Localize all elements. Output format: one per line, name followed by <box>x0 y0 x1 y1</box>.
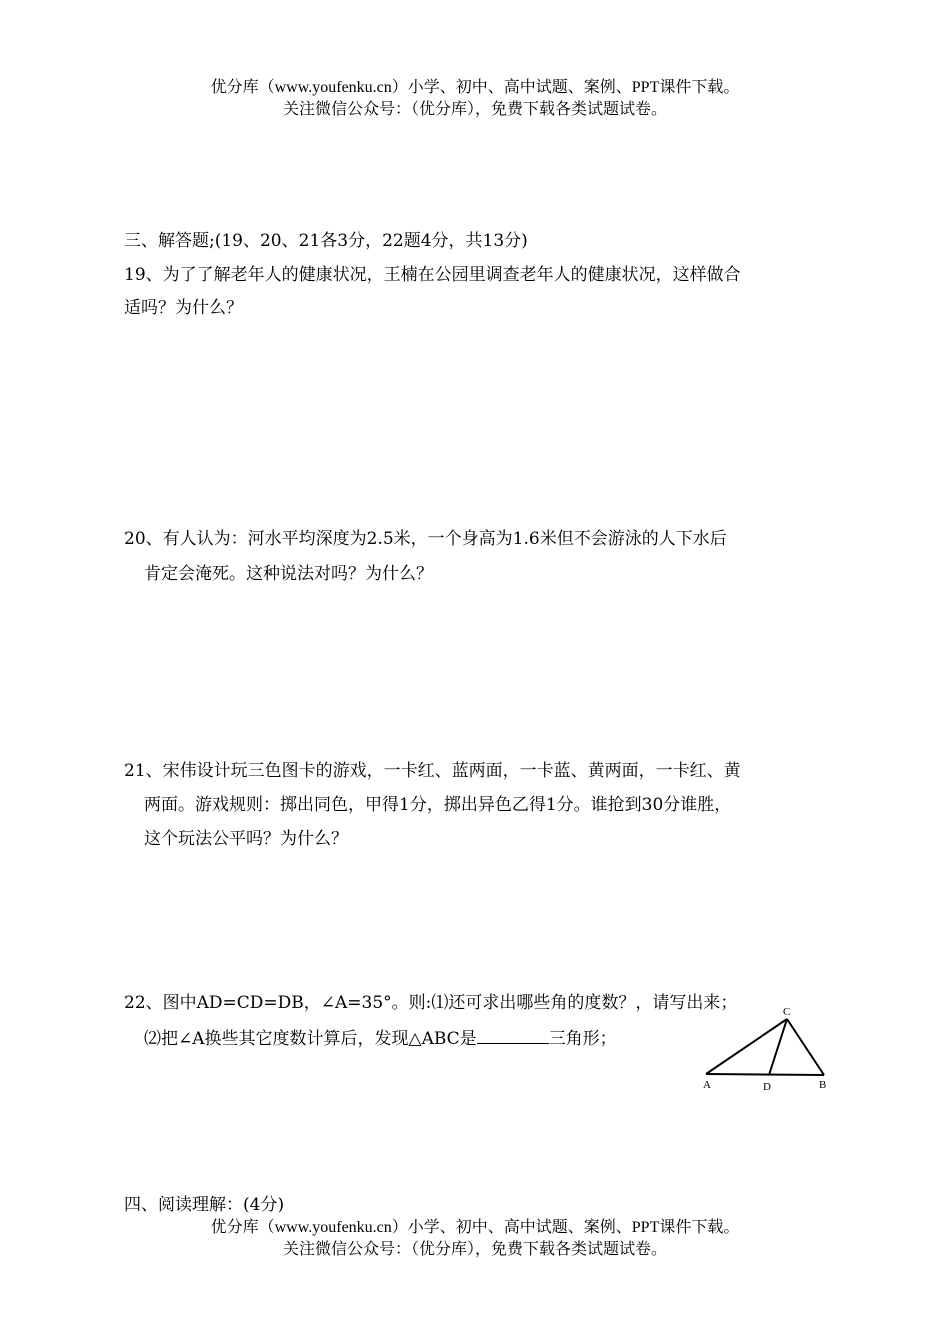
question-22-line-2-text: ⑵把∠A换些其它度数计算后，发现△ABC是 <box>144 1029 477 1049</box>
section-4-title: 四、阅读理解：(4分) <box>124 1195 285 1215</box>
header-line-1: 优分库（www.youfenku.cn）小学、初中、高中试题、案例、PPT课件下载。 <box>210 79 740 96</box>
label-b: B <box>819 1079 827 1091</box>
question-19-line-1: 19、为了了解老年人的健康状况，王楠在公园里调查老年人的健康状况，这样做合 <box>124 265 741 285</box>
question-21-line-2: 两面。游戏规则：掷出同色，甲得1分，掷出异色乙得1分。谁抢到30分谁胜， <box>144 795 732 815</box>
footer-line-1: 优分库（www.youfenku.cn）小学、初中、高中试题、案例、PPT课件下载。 <box>210 1219 740 1236</box>
answer-blank <box>477 1027 549 1044</box>
segment-ac <box>706 1019 787 1074</box>
question-22-line-2-suffix: 三角形； <box>548 1029 617 1049</box>
question-19-line-2: 适吗？为什么？ <box>124 298 243 318</box>
segment-cd <box>769 1019 787 1075</box>
question-20-line-1: 20、有人认为：河水平均深度为2.5米，一个身高为1.6米但不会游泳的人下水后 <box>124 529 727 549</box>
header-line-2: 关注微信公众号：（优分库），免费下载各类试题试卷。 <box>282 101 667 118</box>
footer-line-2: 关注微信公众号：（优分库），免费下载各类试题试卷。 <box>282 1241 667 1258</box>
question-21-line-3: 这个玩法公平吗？为什么？ <box>144 829 348 849</box>
question-20-line-2: 肯定会淹死。这种说法对吗？为什么？ <box>144 564 433 584</box>
section-3-title: 三、解答题;(19、20、21各3分，22题4分，共13分) <box>124 231 528 251</box>
question-22-line-2 <box>144 1027 617 1050</box>
question-22-line-1: 22、图中AD=CD=DB，∠A=35°。则:⑴还可求出哪些角的度数？，请写出来； <box>124 993 738 1013</box>
segment-cb <box>787 1019 824 1075</box>
question-21-line-1: 21、宋伟设计玩三色图卡的游戏，一卡红、蓝两面，一卡蓝、黄两面，一卡红、黄 <box>124 761 741 781</box>
triangle-figure <box>698 1002 838 1094</box>
segment-ab <box>706 1074 824 1075</box>
label-d: D <box>763 1081 771 1093</box>
label-c: C <box>783 1006 791 1018</box>
label-a: A <box>703 1079 711 1091</box>
